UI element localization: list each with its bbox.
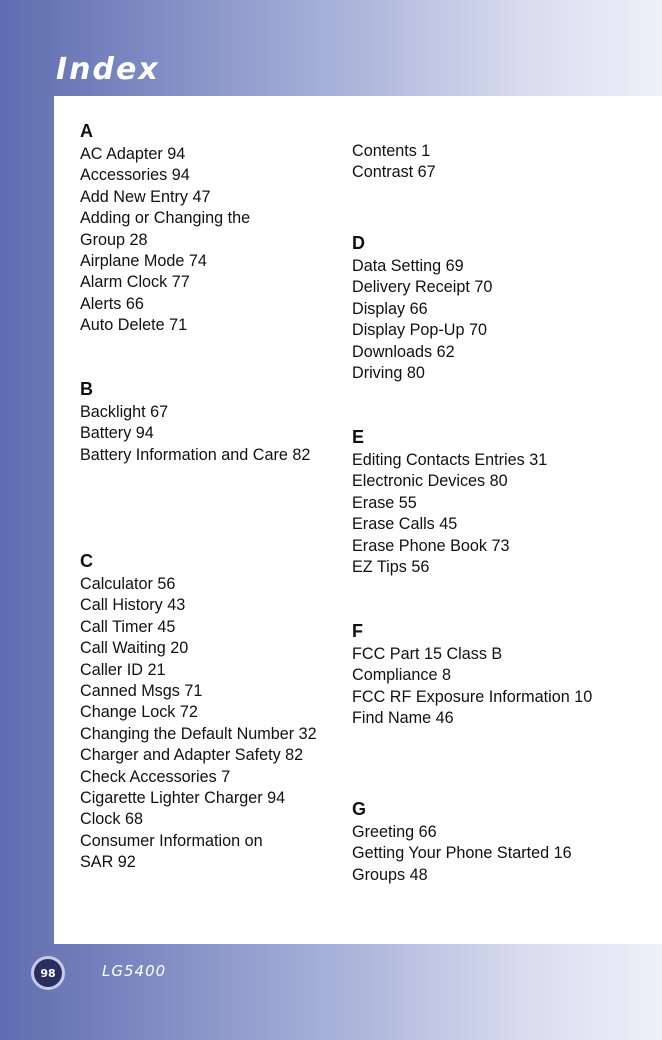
- index-entry: Groups 48: [352, 865, 428, 884]
- index-entry: Alerts 66: [80, 294, 144, 313]
- section-letter: B: [80, 379, 93, 399]
- index-entry: Calculator 56: [80, 575, 176, 593]
- index-content: [54, 96, 662, 944]
- index-entry: Electronic Devices 80: [352, 472, 508, 491]
- index-section-a: [80, 118, 330, 337]
- index-section-b: [80, 376, 330, 466]
- index-entry: Data Setting 69: [352, 257, 464, 275]
- header-band: [0, 0, 662, 95]
- index-entry: Contrast 67: [352, 163, 436, 182]
- footer-band: [0, 944, 662, 1040]
- index-entry: Battery Information and Care 82: [80, 445, 311, 464]
- page-title: Index: [56, 52, 160, 87]
- index-entry: Alarm Clock 77: [80, 273, 190, 292]
- index-entry: Auto Delete 71: [80, 316, 188, 335]
- index-entry: Clock 68: [80, 810, 143, 829]
- index-entry: FCC RF Exposure Information 10: [352, 687, 593, 706]
- section-letter: G: [352, 799, 367, 819]
- index-entry: Charger and Adapter Safety 82: [80, 746, 304, 765]
- index-section-e: [352, 424, 652, 578]
- index-section-g: [352, 796, 652, 886]
- index-entry: Check Accessories 7: [80, 767, 231, 786]
- index-section-f: [352, 618, 652, 730]
- index-entry: Changing the Default Number 32: [80, 724, 317, 743]
- index-entry: Delivery Receipt 70: [352, 278, 493, 297]
- index-entry: Change Lock 72: [80, 703, 198, 722]
- index-entry: Display Pop-Up 70: [352, 321, 487, 340]
- index-entry: Call Timer 45: [80, 617, 176, 636]
- index-entry: Backlight 67: [80, 403, 169, 421]
- index-section-c-continued: [352, 141, 652, 184]
- section-letter: F: [352, 621, 363, 641]
- index-entry: Adding or Changing the Group 28: [80, 209, 251, 249]
- index-entry: Getting Your Phone Started 16: [352, 844, 572, 863]
- index-entry: Airplane Mode 74: [80, 252, 207, 271]
- index-entry: Cigarette Lighter Charger 94: [80, 789, 286, 808]
- index-entry: Display 66: [352, 299, 428, 318]
- index-entry: Driving 80: [352, 364, 425, 383]
- index-entry: Greeting 66: [352, 823, 437, 841]
- index-entry: FCC Part 15 Class B Compliance 8: [352, 645, 503, 685]
- index-entry: Call History 43: [80, 596, 186, 615]
- section-letter: E: [352, 427, 365, 447]
- index-section-d: [352, 230, 652, 384]
- index-section-c: [80, 548, 330, 874]
- index-entry: Caller ID 21: [80, 660, 166, 679]
- section-letter: D: [352, 233, 365, 253]
- index-entry: Contents 1: [352, 142, 431, 160]
- page-number: 98: [40, 966, 56, 980]
- index-entry: Add New Entry 47: [80, 187, 211, 206]
- index-entry: AC Adapter 94: [80, 145, 186, 163]
- page-number-badge: [31, 956, 65, 990]
- section-letter: A: [80, 121, 93, 141]
- index-entry: Battery 94: [80, 424, 154, 443]
- index-entry: Erase Phone Book 73: [352, 536, 510, 555]
- index-entry: EZ Tips 56: [352, 558, 430, 577]
- section-letter: C: [80, 551, 93, 571]
- index-entry: Erase Calls 45: [352, 515, 458, 534]
- index-entry: Erase 55: [352, 493, 417, 512]
- index-entry: Call Waiting 20: [80, 639, 189, 658]
- index-entry: Accessories 94: [80, 166, 190, 185]
- index-entry: Canned Msgs 71: [80, 682, 203, 701]
- index-entry: Find Name 46: [352, 709, 454, 728]
- index-entry: Consumer Information on SAR 92: [80, 831, 263, 872]
- index-entry: Downloads 62: [352, 342, 455, 361]
- index-entry: Editing Contacts Entries 31: [352, 451, 548, 469]
- model-name: LG5400: [102, 962, 167, 980]
